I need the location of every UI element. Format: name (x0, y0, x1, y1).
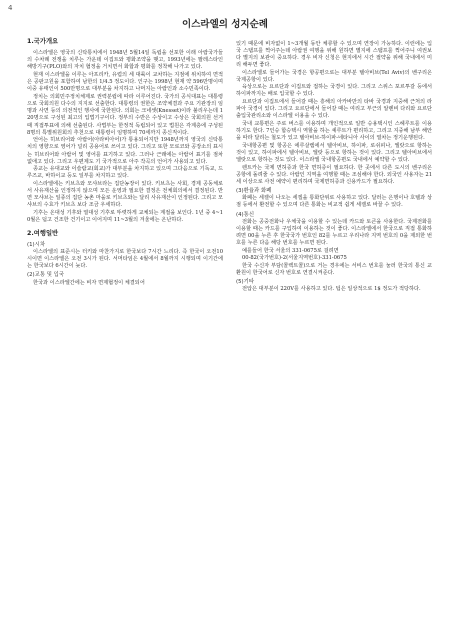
paragraph-religion: 종교는 유대교와 이슬람교(회교)가 대부분을 차지하고 있으며 그다음으로 기독교, 드루즈교, 바하이교 등도 일부를 차지하고 있다. (27, 166, 223, 180)
paragraph-borders-land: 육상으로는 요르단과 이집트와 접하는 국경이 있다. 그리고 스위스 포르투갈 등에서 하이파까지는 배로 입국할 수 있다. (236, 84, 432, 98)
subheading-communication: (4)통신 (236, 211, 255, 218)
section-heading-overview: 1.국가개요 (27, 38, 59, 45)
paragraph-domestic-flights: 국내항공편 및 항공은 에루살렘에서 텔아비브, 하이파, 로쉬피나, 엘랏으로 항하는 것이 있고, 하이파에서 텔아비브, 엘랏 등으로 항하는 것이 있다. 그리고 텔아비브에서 엘랏으로 항하는 것도 있다. 이스라엘 국내항공편도 국내에서 예약할 수 있다. (236, 142, 432, 164)
page-title: 이스라엘의 성지순례 (182, 19, 268, 30)
paragraph-timezone: 이스라엘의 표준시는 터키와 마찬가지로 한국보다 7시간 느리다. 즉 한국이 오전10시이면 이스라엘은 오전 3시가 된다. 서머타임은 4월에서 8월까지 시행되며 이기간에는 한국보다 6시간이 늦다. (27, 248, 223, 270)
subheading-transport: (2)교통 및 입국 (27, 272, 65, 279)
paragraph-language: 언어는 히브리어와 아랍어(아라비아어)가 통용되어지만 1948년까지 영국의 신탁통치의 영향으로 영어가 널리 공용어로 쓰이고 있다. 그리고 또한 모로코와 공장소의 표시는 히브리어와 아랍어 및 영어를 표기하고 있다. 그러나 근래에는 아랍어 표기를 점차 없애고 있다. 그리고 우편제도 기 국가적으로 아주 작곡의 언어가 사용되고 있다. (27, 137, 223, 165)
paragraph-history: 이스라엘은 영국의 신탁통치에서 1948년 5월14일 독립을 선포한 이래 아랍국가들의 수차례 전쟁을 치루는 가운데 이집트와 평화조약을 맺고, 1993년에는 팔레스타인 해방기구(PLO)와의 자치 협정을 거치면서 화합과 평화를 정착해 나가고 있다. (27, 50, 223, 71)
paragraph-politics: 정치는 의회민주정치체제로 권력분립에 따라 이루어진다. 국가의 공식대표는 대통령으로 국회의원 다수의 지지로 선출한다. 대통령의 권한은 조약체결과 주요 기관장의 임명과 사면 등의 의전적인 행사에 국한된다. 의회는 크네셋(Knesset)이라 불리우는데 120명으로 구성된 최고의 입법기구이다. 정부의 수반은 수상이고 수상은 국회의원 선거 때 직접투표에 의해 선출된다. 사법부는 한정적 독립되어 있고 법원은 각계층에 구성된 8명의 특별위원회의 추천으로 대통령이 임명하며 70세까지 종신직이다. (27, 93, 223, 136)
paragraph-climate: 기후는 온대성 기후와 열대성 기후로 뚜렷하게 교체되는 계절을 보인다. 1년 중 4~10월은 덥고 건조한 건기이고 이어지며 11~3월의 겨울에는 온난하다. (27, 209, 223, 224)
paragraph-borders-crossings: 요르단과 이집트에서 들어갈 때는 흥해의 아카바만의 타바 국경과 지중해 근처의 라파아 국경이 있다. 그리고 요르단에서 들어갈 때는 여리고 부근의 알렌비 다리와 요르단 출입국관리소와 이스라엘 이용을 수 있다. (236, 99, 432, 120)
subheading-timezone: (1)시차 (27, 241, 46, 248)
paragraph-transport-start: 한국과 이스라엘간에는 비자 면제협정이 체결되어 (33, 279, 145, 286)
paragraph-misc: 전압은 대부분이 220V를 사용하고 있다. 팁은 일상적으로 1$ 정도가 적당하다. (242, 286, 421, 293)
paragraph-rental-car: 렌트카는 국제 면허증과 한국 면허증이 필요하다. 한 곳에서 다른 도시의 벤구리온 공항에 돌려줄 수 있다. 아랍인 지역을 여행할 때는 조심해야 한다. 외국인 사용자는 21세 이상으로 사전 예약이 편리하며 국제면허증과 신용카드가 필요하다. (236, 164, 432, 185)
paragraph-phone-example: 예를들어 한국 서울의 331-0675로 걸려면 (242, 247, 339, 254)
paragraph-currency: 화폐는 세켈이 나오는 세겔을 통화단위로 사용하고 있다. 달러는 은행이나 호텔과 상점 등에서 환전할 수 있으며 다른 통화는 비교적 쉽게 세켈로 바꿀 수 있다. (236, 195, 432, 209)
paragraph-kibbutz: 이스라엘에는 키브츠와 모샤브라는 집단농장이 있다. 키브츠는 사회, 경제 공동체로서 사유재산을 인정하지 않으며 모든 운영과 필요한 결정은 전체회의에서 결정된다. 반면 모샤브는 일종의 집단 농촌 마을로 키브츠와는 달리 사유재산이 인정된다. 그리고 모샤브의 수효가 키브츠 보다 조금 우세하다. (27, 180, 223, 209)
left-column (27, 38, 223, 287)
page-number: 4 (8, 4, 13, 12)
paragraph-geography: 현재 이스라엘을 이루는 아프리카, 유럽의 세 대륙이 교차하는 지점에 위치하여 면적은 공판고원을 포함하여 남한의 1/4.5 정도이다. 인구는 1998년 현재 약 596만명이며 이중 유태인이 500만명으로 대부분을 차지하고 나머지는 아랍인과 소수민족이다. (27, 72, 223, 93)
paragraph-phone: 전화는 공중전화나 우체국을 이용할 수 있는데 카드와 토큰을 사용한다. 국제전화를 이용할 때는 카드를 구입하여 이용하는 것이 좋다. 이스라엘에서 한국으로 직접 통화하려면 00을 누른 후 한국국가 번호인 82를 누르고 우리나라 지역 번호의 0을 제외한 번호를 누른 다음 해당 번호를 누르면 된다. (236, 218, 432, 247)
subheading-currency: (3)환율과 화폐 (236, 188, 272, 195)
right-column (236, 41, 432, 294)
paragraph-collect-call: 한국 수신자 부담(콜렉트콜)으로 거는 경우에는 서비스 번호를 눌러 한국의 통신 교환원이 한국어로 신자 번호로 연결시켜준다. (236, 262, 432, 276)
section-heading-travel: 2.여행일반 (27, 229, 59, 237)
paragraph-borders-air: 이스라엘로 들어가는 국경은 항공편으로는 대부분 텔아비브(Tel Aviv)의 벤구리온 국제공항이 있다. (236, 69, 432, 83)
paragraph-phone-number: 00-82(국가번호)-2(서울지역번호)-331-0675 (242, 255, 347, 262)
paragraph-domestic-transport: 국내 교통편은 주로 버스를 이용하며 개인적으로 일반 승용택시인 스헤루트를 이용하기도 한다. 7인승 합승택시 역할을 하는 셰루트가 편리하고, 그리고 지중해 남부 해안을 따라 달리는 철도가 있고 텔아비브-하이파-네타니아 사이의 열차는 정기운행된다. (236, 120, 432, 142)
paragraph-visa: 있기 때문에 비자없이 1~3개월 동안 체류할 수 있으며 연장이 가능하다. 이런에는 입국 스탬프를 찍어주는데 아랍권 여행을 위해 원하면 별지에 스탬프를 찍어주니 여권보다 별지의 보관이 중요하다. 경우 비자 신청은 현지에서 시간 절약을 위해 국내에서 미리 해두면 좋다. (236, 41, 432, 69)
subheading-misc: (5)기타 (236, 279, 255, 286)
